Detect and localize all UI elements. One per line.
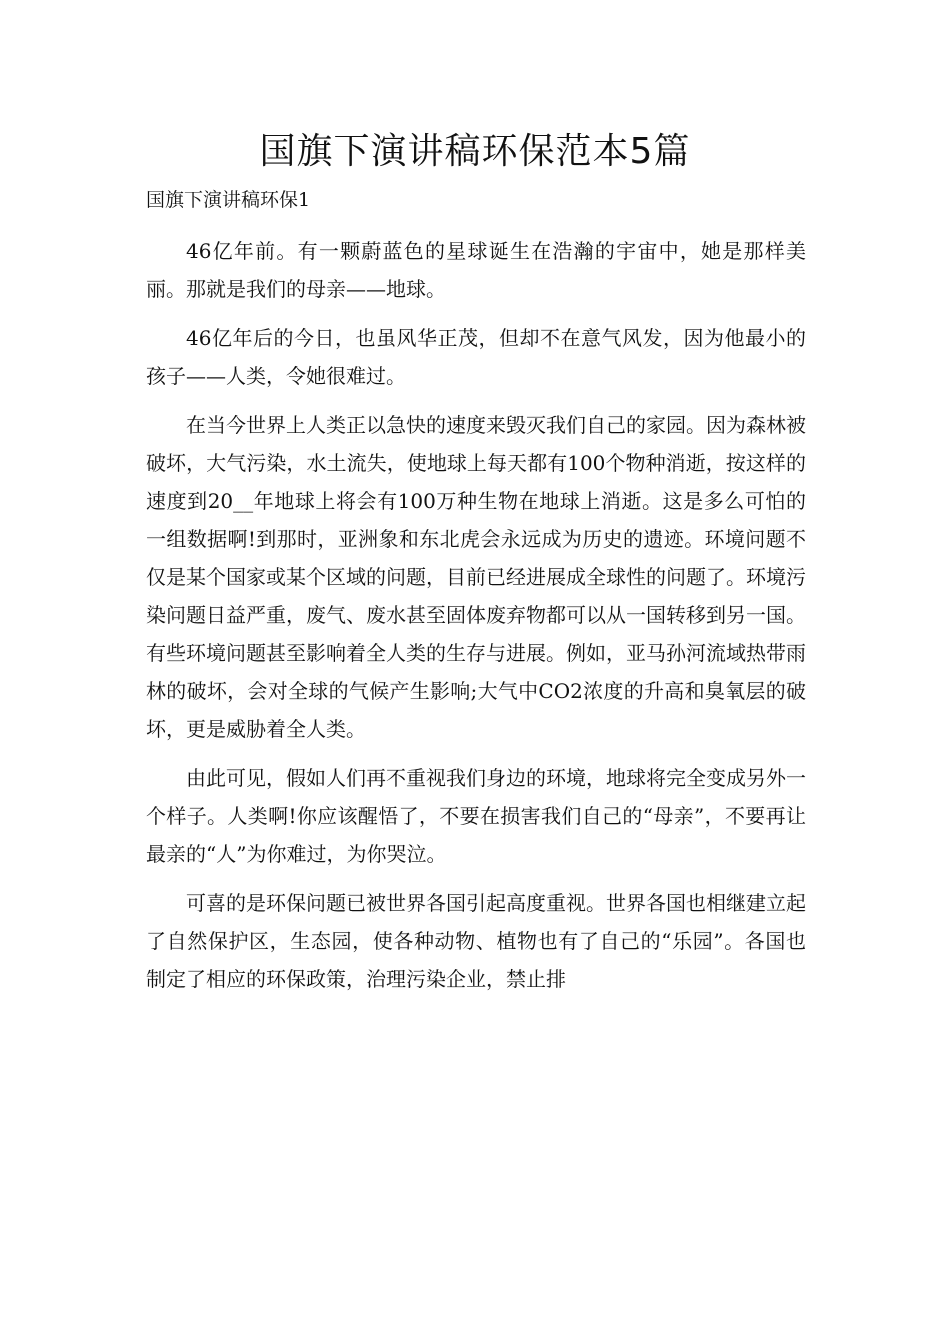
- document-title: 国旗下演讲稿环保范本5篇: [259, 131, 691, 172]
- paragraph: 在当今世界上人类正以急快的速度来毁灭我们自己的家园。因为森林被破坏，大气污染，水土流失，使地球上每天都有100个物种消逝，按这样的速度到20__年地球上将会有100万种生物在地球上消逝。这是多么可怕的一组数据啊!到那时，亚洲象和东北虎会永远成为历史的遗迹。环境问题不仅是某个国家或某个区域的问题，目前已经进展成全球性的问题了。环境污染问题日益严重，废气、废水甚至固体废弃物都可以从一国转移到另一国。有些环境问题甚至影响着全人类的生存与进展。例如，亚马孙河流域热带雨林的破坏，会对全球的气候产生影响;大气中CO2浓度的升高和臭氧层的破坏，更是威胁着全人类。: [146, 413, 806, 741]
- paragraph: 46亿年前。有一颗蔚蓝色的星球诞生在浩瀚的宇宙中，她是那样美丽。那就是我们的母亲——地球。: [146, 239, 806, 301]
- section-heading: 国旗下演讲稿环保1: [146, 189, 311, 211]
- paragraph: 由此可见，假如人们再不重视我们身边的环境，地球将完全变成另外一个样子。人类啊!你应该醒悟了，不要在损害我们自己的“母亲”，不要再让最亲的“人”为你难过，为你哭泣。: [146, 766, 806, 866]
- paragraph: 46亿年后的今日，也虽风华正茂，但却不在意气风发，因为他最小的孩子——人类，令她很难过。: [146, 326, 806, 388]
- paragraph: 可喜的是环保问题已被世界各国引起高度重视。世界各国也相继建立起了自然保护区，生态园，使各种动物、植物也有了自己的“乐园”。各国也制定了相应的环保政策，治理污染企业，禁止排: [146, 891, 806, 991]
- document-body: [146, 232, 806, 1009]
